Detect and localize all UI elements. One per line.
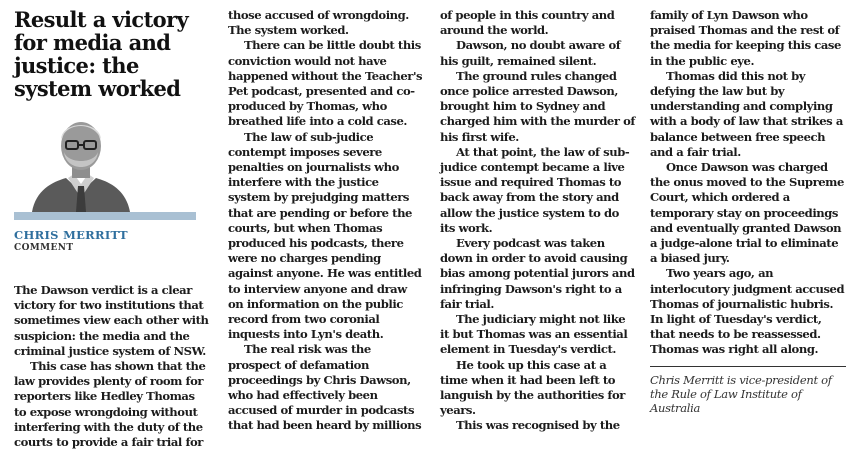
headline: Result a victory for media and justice: the system worked	[14, 7, 189, 101]
column-3	[440, 8, 636, 435]
paragraph-5: The law of sub-judice contempt imposes severe penalties on journalists who interfere with the justice system by prejudging matters that are pending or before the courts, but when Thomas produced his podcasts, there were no charges pending against anyone. He was entitled to interview anyone and draw on information on the public record from two coronial inquests into Lyn's death.	[228, 129, 422, 342]
footnote-divider	[650, 366, 846, 367]
paragraph-9: The ground rules changed once police arrested Dawson, brought him to Sydney and charged him with the murder of his first wife.	[440, 68, 635, 144]
section-kicker: COMMENT	[14, 243, 74, 253]
author-byline: CHRIS MERRITT	[14, 228, 128, 242]
paragraph-2: This case has shown that the law provides plenty of room for reporters like Hedley Thomas to expose wrongdoing without interfering with the duty of the courts to provide a fair trial for	[14, 359, 206, 450]
photo-accent-bar	[14, 212, 196, 220]
paragraph-15: family of Lyn Dawson who praised Thomas and the rest of the media for keeping this case in the public eye.	[650, 8, 841, 68]
author-photo	[14, 108, 196, 220]
column-1	[14, 7, 210, 450]
paragraph-18: Two years ago, an interlocutory judgment accused Thomas of journalistic hubris. In light of Tuesday's verdict, that needs to be reassessed. Thomas was right all along.	[650, 266, 845, 357]
paragraph-12: The judiciary might not like it but Thomas was an essential element in Tuesday's verdict.	[440, 312, 628, 357]
paragraph-7: of people in this country and around the world.	[440, 8, 615, 38]
paragraph-3: those accused of wrongdoing. The system worked.	[228, 8, 409, 38]
paragraph-10: At that point, the law of sub-judice contempt became a live issue and required Thomas to back away from the story and allow the justice system to do its work.	[440, 144, 630, 235]
paragraph-17: Once Dawson was charged the onus moved to the Supreme Court, which ordered a temporary stay on proceedings and eventually granted Dawson a judge-alone trial to eliminate a biased jury.	[650, 160, 844, 266]
author-portrait-icon	[26, 108, 136, 212]
paragraph-14: This was recognised by the	[456, 418, 620, 433]
author-footnote: Chris Merritt is vice-president of the Rule of Law Institute of Australia	[650, 372, 832, 415]
paragraph-8: Dawson, no doubt aware of his guilt, remained silent.	[440, 38, 621, 68]
paragraph-6: The real risk was the prospect of defamation proceedings by Chris Dawson, who had effectively been accused of murder in podcasts that had been heard by millions	[228, 342, 422, 433]
paragraph-1: The Dawson verdict is a clear victory for two institutions that sometimes view each other with suspicion: the media and the criminal justice system of NSW.	[14, 283, 209, 358]
paragraph-4: There can be little doubt this conviction would not have happened without the Teacher's Pet podcast, presented and co-produced by Thomas, who breathed life into a cold case.	[228, 38, 423, 129]
paragraph-11: Every podcast was taken down in order to avoid causing bias among potential jurors and infringing Dawson's right to a fair trial.	[440, 236, 635, 311]
paragraph-13: He took up this case at a time when it had been left to languish by the authorities for years.	[440, 357, 625, 418]
column-2	[228, 8, 424, 435]
paragraph-16: Thomas did this not by defying the law but by understanding and complying with a body of law that strikes a balance between free speech and a fair trial.	[650, 68, 843, 159]
column-4	[650, 8, 846, 435]
